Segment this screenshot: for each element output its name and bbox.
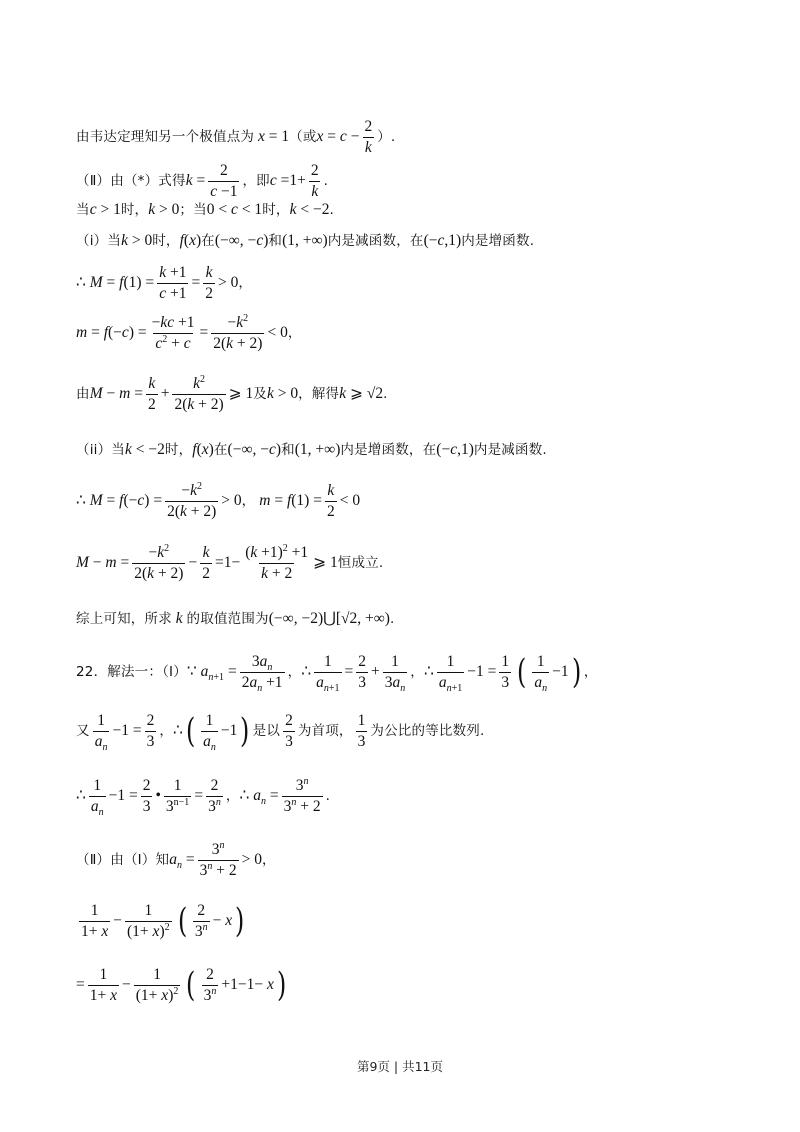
text-line-13: 又 $\frac{1}{a_n}$ −1 = $\frac{2}{3}$ ， ∴ ( $\frac{1}{a_n}$ −1 ) 是以 $\frac{2}{3}$ 为首项， $\frac{1}{3}$ 为公比的等比数列. [76, 711, 485, 753]
text-line-1: 由韦达定理知另一个极值点为 x = 1 （或 x = c − $\frac{2}{k}$ ）. [76, 118, 396, 156]
page-footer: 第9页 | 共11页 [356, 1059, 444, 1074]
text-line-6: m = f (− c ) = $\frac{-kc +1}{c^2 + c}$ = $\frac{-k^2}{2(k + 2)}$ < 0 ， [76, 312, 302, 352]
text-line-8: （ii）当 k < −2 时， f ( x ) 在 (−∞, − c ) 和 (1, +∞) 内是增函数，在 (− c ,1) 内是减函数. [76, 441, 547, 459]
text-line-4: （i）当 k > 0 时， f ( x ) 在 (−∞, − c ) 和 (1, +∞) 内是减函数，在 (− c ,1) 内是增函数. [76, 232, 535, 250]
text-line-2: （Ⅱ）由（*）式得 k = $\frac{2}{c -1}$ ，即 c =1+ $\frac{2}{k}$ . [76, 162, 329, 200]
text-line-12: 22．解法一：（Ⅰ） ∵ $a_{n+1}$ = $\frac{3a_n}{2a_n +1}$ ， ∴ $\frac{1}{a_{n+1}}$ = $\frac{2}{3}$ + $\frac{1}{3a_n}$ ， ∴ $\frac{1}{a_{n+1}}$ −1 = $\frac{1}{3}$ ( $\frac{1}{a_n}$ −1 ) ， [76, 652, 598, 694]
text-line-10: M − m = $\frac{-k^2}{2(k + 2)}$ − $\frac{k}{2}$ =1− $\frac{(k +1)^2 +1}{k + 2}$ ⩾ 1 恒成立. [76, 542, 384, 582]
text-line-15: （Ⅱ）由（Ⅰ）知 $a_n$ = $\frac{3^n}{3^n + 2}$ > 0 ， [76, 839, 276, 879]
text-line-16: $\frac{1}{1+ x}$ − $\frac{1}{(1+ x)^2}$ ( $\frac{2}{3^n}$ − x ) [81, 901, 245, 942]
text-line-3: 当 c > 1 时， k > 0 ；当 0 < c < 1 时， k < −2 . [76, 201, 334, 219]
text-line-17: = $\frac{1}{1+ x}$ − $\frac{1}{(1+ x)^2}$ ( $\frac{2}{3^n}$ +1−1− x ) [76, 965, 287, 1006]
text-line-14: ∴ $\frac{1}{a_n}$ −1 = $\frac{2}{3}$ • $\frac{1}{3^{n-1}}$ = $\frac{2}{3^n}$ ， ∴ $a_n$ = $\frac{3^n}{3^n + 2}$ . [76, 775, 331, 818]
text-line-11: 综上可知，所求 k 的取值范围为 (−∞, −2)⋃[√2, +∞) . [76, 610, 395, 628]
text-line-7: 由 M − m = $\frac{k}{2}$ + $\frac{k^2}{2(k + 2)}$ ⩾ 1 及 k > 0 ，解得 k ⩾ √2 . [76, 373, 388, 413]
text-line-9: ∴ M = f (− c ) = $\frac{-k^2}{2(k + 2)}$ > 0 ， m = f (1) = $\frac{k}{2}$ < 0 [76, 480, 361, 520]
text-line-5: ∴ M = f (1) = $\frac{k +1}{c +1}$ = $\frac{k}{2}$ > 0 ， [76, 264, 253, 302]
